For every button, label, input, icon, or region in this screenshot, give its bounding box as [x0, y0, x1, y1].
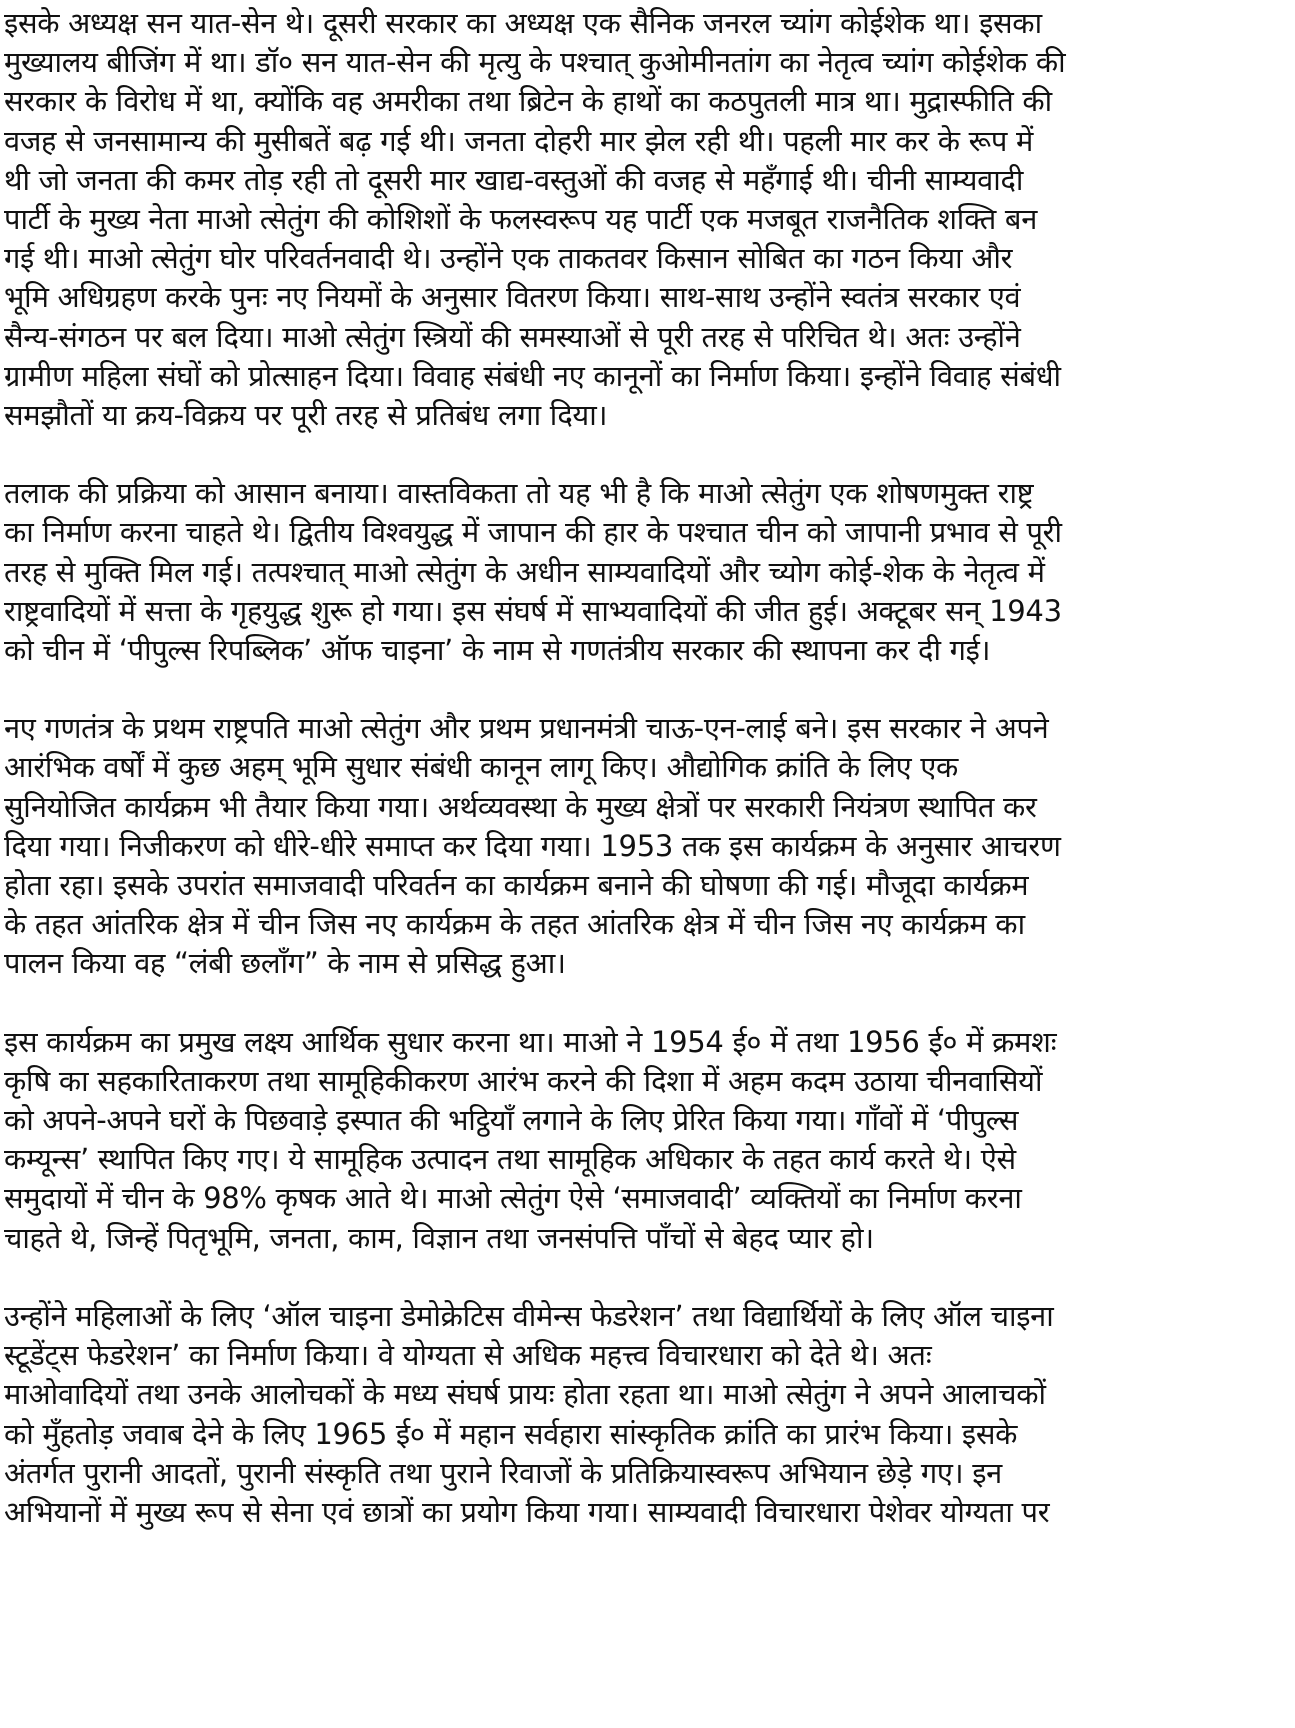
text-line: सरकार के विरोध में था, क्योंकि वह अमरीका तथा ब्रिटेन के हाथों का कठपुतली मात्र था। मुद्रास्फीति की — [4, 84, 1052, 119]
text-line: होता रहा। इसके उपरांत समाजवादी परिवर्तन का कार्यक्रम बनाने की घोषणा की गई। मौजूदा कार्यक्रम — [4, 868, 1029, 903]
text-line: समझौतों या क्रय-विक्रय पर पूरी तरह से प्रतिबंध लगा दिया। — [4, 398, 608, 433]
text-line: आरंभिक वर्षों में कुछ अहम् भूमि सुधार संबंधी कानून लागू किए। औद्योगिक क्रांति के लिए एक — [4, 750, 958, 785]
text-line: स्टूडेंट्स फेडरेशन’ का निर्माण किया। वे योग्यता से अधिक महत्त्व विचारधारा को देते थे। अतः — [4, 1338, 932, 1373]
text-line: तरह से मुक्ति मिल गई। तत्पश्चात् माओ त्सेतुंग के अधीन साम्यवादियों और च्योग कोई-शेक के नेतृत्व में — [4, 554, 1045, 589]
text-line: समुदायों में चीन के 98% कृषक आते थे। माओ त्सेतुंग ऐसे ‘समाजवादी’ व्यक्तियों का निर्माण करना — [4, 1181, 1022, 1216]
text-line: को अपने-अपने घरों के पिछवाड़े इस्पात की भट्ठियाँ लगाने के लिए प्रेरित किया गया। गाँवों में ‘पीपुल्स — [4, 1103, 1019, 1138]
text-line: नए गणतंत्र के प्रथम राष्ट्रपति माओ त्सेतुंग और प्रथम प्रधानमंत्री चाऊ-एन-लाई बने। इस सरकार ने अपने — [4, 711, 1049, 746]
text-line: भूमि अधिग्रहण करके पुनः नए नियमों के अनुसार वितरण किया। साथ-साथ उन्होंने स्वतंत्र सरकार एवं — [4, 280, 1021, 315]
text-line: वजह से जनसामान्य की मुसीबतें बढ़ गई थी। जनता दोहरी मार झेल रही थी। पहली मार कर के रूप में — [4, 123, 1034, 158]
text-line: इसके अध्यक्ष सन यात-सेन थे। दूसरी सरकार का अध्यक्ष एक सैनिक जनरल च्यांग कोईशेक था। इसका — [4, 6, 1042, 40]
text-line: थी जो जनता की कमर तोड़ रही तो दूसरी मार खाद्य-वस्तुओं की वजह से महँगाई थी। चीनी साम्यवादी — [4, 162, 1024, 197]
text-line: कम्यून्स’ स्थापित किए गए। ये सामूहिक उत्पादन तथा सामूहिक अधिकार के तहत कार्य करते थे। ऐसे — [4, 1142, 1016, 1177]
text-line: राष्ट्रवादियों में सत्ता के गृहयुद्ध शुरू हो गया। इस संघर्ष में साभ्यवादियों की जीत हुई। अक्टूबर सन् 1943 — [4, 593, 1062, 628]
text-line: मुख्यालय बीजिंग में था। डॉ० सन यात-सेन की मृत्यु के पश्चात् कुओमीनतांग का नेतृत्व च्यांग कोईशेक की — [4, 45, 1066, 80]
text-line: पालन किया वह “लंबी छलाँग” के नाम से प्रसिद्ध हुआ। — [4, 946, 566, 981]
paragraph — [4, 474, 1291, 670]
text-line: सुनियोजित कार्यक्रम भी तैयार किया गया। अर्थव्यवस्था के मुख्य क्षेत्रों पर सरकारी नियंत्रण स्थापित कर — [4, 789, 1037, 824]
text-line: के तहत आंतरिक क्षेत्र में चीन जिस नए कार्यक्रम के तहत आंतरिक क्षेत्र में चीन जिस नए कार्यक्रम का — [4, 907, 1025, 942]
text-line: का निर्माण करना चाहते थे। द्वितीय विश्वयुद्ध में जापान की हार के पश्चात चीन को जापानी प्रभाव से पूरी — [4, 515, 1062, 550]
text-line: दिया गया। निजीकरण को धीरे-धीरे समाप्त कर दिया गया। 1953 तक इस कार्यक्रम के अनुसार आचरण — [4, 828, 1061, 863]
text-line: उन्होंने महिलाओं के लिए ‘ऑल चाइना डेमोक्रेटिस वीमेन्स फेडरेशन’ तथा विद्यार्थियों के लिए ऑल चाइना — [4, 1298, 1054, 1333]
text-line: तलाक की प्रक्रिया को आसान बनाया। वास्तविकता तो यह भी है कि माओ त्सेतुंग एक शोषणमुक्त राष्ट्र — [4, 476, 1034, 511]
text-line: माओवादियों तथा उनके आलोचकों के मध्य संघर्ष प्रायः होता रहता था। माओ त्सेतुंग ने अपने आलाचकों — [4, 1377, 1046, 1412]
text-line: चाहते थे, जिन्हें पितृभूमि, जनता, काम, विज्ञान तथा जनसंपत्ति पाँचों से बेहद प्यार हो। — [4, 1220, 874, 1255]
text-line: को मुँहतोड़ जवाब देने के लिए 1965 ई० में महान सर्वहारा सांस्कृतिक क्रांति का प्रारंभ किया। इसके — [4, 1416, 1018, 1451]
paragraph — [4, 709, 1291, 983]
text-line: इस कार्यक्रम का प्रमुख लक्ष्य आर्थिक सुधार करना था। माओ ने 1954 ई० में तथा 1956 ई० में क्रमशः — [4, 1024, 1057, 1059]
text-line: अभियानों में मुख्य रूप से सेना एवं छात्रों का प्रयोग किया गया। साम्यवादी विचारधारा पेशेवर योग्यता पर — [4, 1494, 1050, 1529]
text-line: को चीन में ‘पीपुल्स रिपब्लिक’ ऑफ चाइना’ के नाम से गणतंत्रीय सरकार की स्थापना कर दी गई। — [4, 633, 991, 668]
text-line: अंतर्गत पुरानी आदतों, पुरानी संस्कृति तथा पुराने रिवाजों के प्रतिक्रियास्वरूप अभियान छेड़े गए। इन — [4, 1455, 1002, 1490]
paragraph — [4, 4, 1291, 435]
text-line: कृषि का सहकारिताकरण तथा सामूहिकीकरण आरंभ करने की दिशा में अहम कदम उठाया चीनवासियों — [4, 1063, 1043, 1098]
paragraph — [4, 1023, 1291, 1258]
text-line: सैन्य-संगठन पर बल दिया। माओ त्सेतुंग स्त्रियों की समस्याओं से पूरी तरह से परिचित थे। अतः उन्होंने — [4, 319, 1021, 354]
text-line: ग्रामीण महिला संघों को प्रोत्साहन दिया। विवाह संबंधी नए कानूनों का निर्माण किया। इन्होंने विवाह संबंधी — [4, 358, 1061, 393]
text-line: पार्टी के मुख्य नेता माओ त्सेतुंग की कोशिशों के फलस्वरूप यह पार्टी एक मजबूत राजनैतिक शक्ति बन — [4, 202, 1037, 237]
text-line: गई थी। माओ त्सेतुंग घोर परिवर्तनवादी थे। उन्होंने एक ताकतवर किसान सोबित का गठन किया और — [4, 241, 1013, 276]
paragraph — [4, 1297, 1291, 1532]
